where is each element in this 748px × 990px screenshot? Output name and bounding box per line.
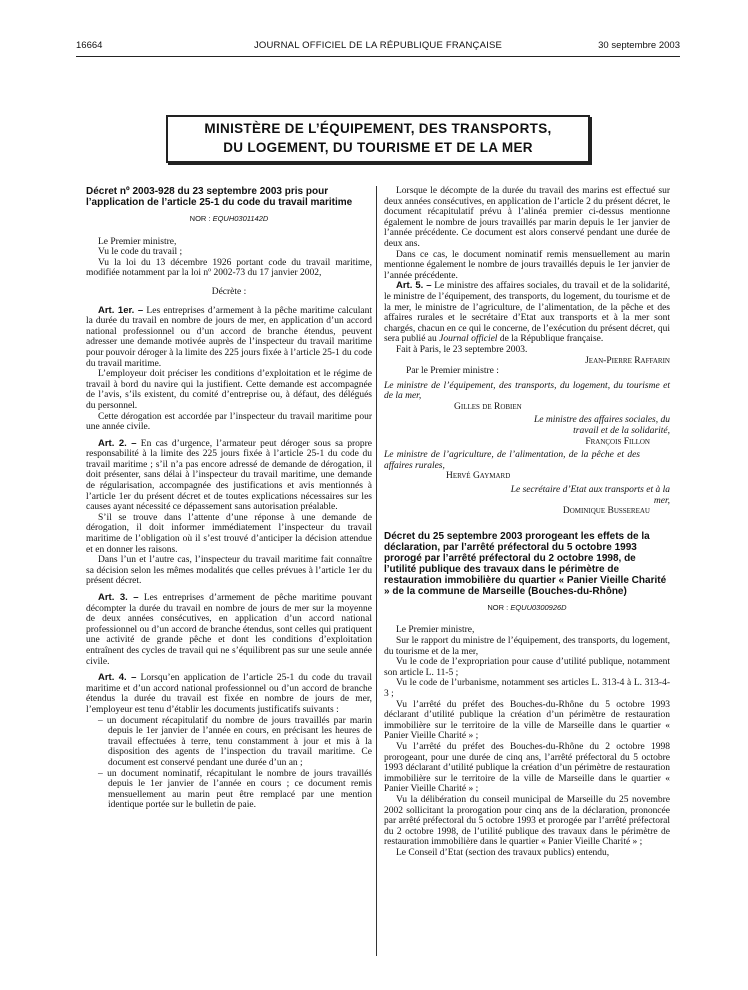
signature-social-name: François Fillon <box>585 436 650 447</box>
article-4-para-3: Dans ce cas, le document nominatif remis mensuellement au marin mentionne également le nombre de jours travaillés depuis le 1er janvier de l’année précédente. <box>384 249 670 281</box>
signature-equip-title: Le ministre de l’équipement, des transports, du logement, du tourisme et de la mer, <box>384 380 670 402</box>
decree1-nor: NOR : EQUH0301142D <box>189 214 269 223</box>
signature-equip-name: Gilles de Robien <box>454 401 522 412</box>
decree1-preamble-3: Vu la loi du 13 décembre 1926 portant code du travail maritime, modifiée notamment par la loi nº 2002-73 du 17 janvier 2002, <box>86 257 372 279</box>
right-column <box>384 186 670 858</box>
signature-pm: Jean-Pierre Raffarin <box>585 355 670 366</box>
decree2-para-8: Le Conseil d’Etat (section des travaux publics) entendu, <box>396 847 610 858</box>
signature-pm-by: Par le Premier ministre : <box>406 366 499 377</box>
article-2-para-2: S’il se trouve dans l’attente d’une réponse à une demande de dérogation, il doit informer immédiatement l’inspecteur du travail maritime de l’obligation où il s’est trouvé d’anticiper la décision attendue et en donner les raisons. <box>86 512 372 555</box>
column-separator <box>376 186 377 956</box>
ministry-heading-line2: DU LOGEMENT, DU TOURISME ET DE LA MER <box>223 140 533 155</box>
decree2-para-2: Sur le rapport du ministre de l’équipement, des transports, du logement, du tourisme et de la mer, <box>384 636 670 657</box>
header-rule <box>76 56 680 57</box>
article-1-para-3: Cette dérogation est accordée par l’inspecteur du travail maritime pour une année civile. <box>86 411 372 433</box>
article-1-label: Art. 1er. – <box>98 304 144 316</box>
decree1-preamble-1: Le Premier ministre, <box>98 236 177 247</box>
article-2-label: Art. 2. – <box>98 437 137 449</box>
page-number: 16664 <box>76 40 103 51</box>
article-3: Art. 3. – Les entreprises d’armement de pêche maritime pouvant décompter la durée du travail en nombre de jours de mer sur la moyenne de deux années consécutives, en application d’un accord national professionnel ou d’un accord de branche étendus, sont celles qui pratiquent une activité de grande pêche et dont les conditions d’exploitation entraînent des cycles de travail qui ne s’équilibrent pas sur une seule année civile. <box>86 592 372 667</box>
decree1-done: Fait à Paris, le 23 septembre 2003. <box>396 344 528 355</box>
decree2-nor: NOR : EQUU0300926D <box>487 602 567 612</box>
article-2-para-3: Dans l’un et l’autre cas, l’inspecteur du travail maritime fait connaître sa décision selon les mêmes modalités que celles prévues à l’article 1er du présent décret. <box>86 555 372 587</box>
article-1: Art. 1er. – Les entreprises d’armement à la pêche maritime calculant la durée du travail en nombre de jours de mer, en application d’un accord national professionnel ou d’un accord de branche étendus, peuvent adresser une demande motivée auprès de l’inspecteur du travail maritime pour pouvoir déroger à la limite des 225 jours fixée à l’article 25-1 du code du travail maritime. <box>86 304 373 369</box>
publication-date: 30 septembre 2003 <box>598 40 680 51</box>
article-4-item-1: – un document récapitulatif du nombre de jours travaillés par marin depuis le 1er janvier de l’année en cours, en précisant les heures de travail effectuées à terre, tenu constamment à jour et mis à la disposition des agents de l’inspection du travail maritime. Ce document est conservé pendant une durée d’un an ; <box>98 715 372 768</box>
signature-sec-name: Dominique Bussereau <box>562 506 650 517</box>
article-1-para-2: L’employeur doit préciser les conditions d’exploitation et le régime de travail à bord du navire qui la justifient. Cette demande est accompagnée de l’avis, s’ils existent, du comité d’entreprise ou, à défaut, des délégués du personnel. <box>86 369 372 411</box>
ministry-heading-line1: MINISTÈRE DE L’ÉQUIPEMENT, DES TRANSPORTS, <box>204 121 552 136</box>
decree2-title: Décret du 25 septembre 2003 prorogeant les effets de la déclaration, par l’arrêté préfectoral du 5 octobre 1993 prorogé par l’arrêté préfectoral du 2 octobre 1998, de l’utilité publique des travaux dans le périmètre de restauration immobilière du quartier « Panier Vieille Charité » de la commune de Marseille (Bouches-du-Rhône) <box>384 530 667 597</box>
signature-agri-name: Hervé Gaymard <box>446 471 511 482</box>
signature-social-title: Le ministre des affaires sociales, du travail et de la solidarité, <box>534 415 670 437</box>
decree1-title: Décret nº 2003-928 du 23 septembre 2003 pris pour l’application de l’article 25-1 du code du travail maritime <box>86 186 353 208</box>
decree2-nor-code: EQUU0300926D <box>510 602 567 612</box>
decree2-para-7: Vu la délibération du conseil municipal de Marseille du 25 novembre 2002 sollicitant la prorogation pour cinq ans de la déclaration, prononcée par arrêté préfectoral du 5 octobre 1993 et prorogée par l’arrêté préfectoral du 2 octobre 1998, de l’utilité publique des travaux dans le périmètre de restauration immobilière dans le quartier « Panier Vieille Charité » ; <box>384 794 670 848</box>
article-3-label: Art. 3. – <box>98 592 139 603</box>
ministry-heading-box <box>166 115 590 163</box>
decree1-preamble-2: Vu le code du travail ; <box>98 247 183 258</box>
journal-title: JOURNAL OFFICIEL DE LA RÉPUBLIQUE FRANÇAISE <box>253 40 503 51</box>
decree1-nor-code: EQUH0301142D <box>212 214 269 223</box>
journal-officiel-ref: Journal officiel <box>439 334 498 345</box>
decree2-para-3: Vu le code de l’expropriation pour cause d’utilité publique, notamment son article L. 11-5 ; <box>384 657 670 678</box>
decree2-para-5: Vu l’arrêté du préfet des Bouches-du-Rhône du 5 octobre 1993 déclarant d’utilité publique la création d’un périmètre de restauration immobilière sur le territoire de la ville de Marseille dans le quartier « Panier Vieille Charité » ; <box>384 699 670 742</box>
article-2: Art. 2. – En cas d’urgence, l’armateur peut déroger sous sa propre responsabilité à la limite des 225 jours fixée à l’article 25-1 du code du travail maritime ; s’il n’a pas encore adressé de demande de dérogation, il doit présenter, sans délai à l’inspecteur du travail maritime, une demande de régularisation, accompagnée des justifications et avis mentionnés à l’article 1er du présent décret et de toutes explications nécessaires sur les causes ayant nécessité ce dépassement sans autorisation préalable. <box>86 437 372 513</box>
decree2-para-4: Vu le code de l’urbanisme, notamment ses articles L. 313-4 à L. 313-4-3 ; <box>384 678 670 699</box>
page-header <box>76 40 680 54</box>
article-5-label: Art. 5. – <box>396 280 432 292</box>
decree2-para-6: Vu l’arrêté du préfet des Bouches-du-Rhône du 2 octobre 1998 prorogeant, pour une durée de cinq ans, l’arrêté préfectoral du 5 octobre 1993 déclarant d’utilité publique la création d’un périmètre de restauration immobilière sur le territoire de la ville de Marseille dans le quartier « Panier Vieille Charité » ; <box>384 741 670 795</box>
signature-sec-title: Le secrétaire d’Etat aux transports et à la mer, <box>510 485 670 506</box>
decree2-para-1: Le Premier ministre, <box>396 625 475 636</box>
article-4: Art. 4. – Lorsqu’en application de l’article 25-1 du code du travail maritime et d’un accord national professionnel ou d’un accord de branche étendus la durée du travail est fixée en nombre de jours de mer, l’employeur est tenu d’établir les documents justificatifs suivants : <box>86 672 372 715</box>
article-5: Art. 5. – Le ministre des affaires sociales, du travail et de la solidarité, le ministre de l’équipement, des transports, du logement, du tourisme et de la mer, le ministre de l’agriculture, de l’alimentation, de la pêche et des affaires rurales et le secrétaire d’Etat aux transports et à la mer sont chargés, chacun en ce qui le concerne, de l’exécution du présent décret, qui sera publié au Journal officiel de la République française. <box>384 280 671 345</box>
left-column <box>86 186 372 811</box>
article-4-para-2: Lorsque le décompte de la durée du travail des marins est effectué sur deux années consécutives, en application de l’article 2 du présent décret, le document récapitulatif prévu à l’alinéa premier ci-dessus mentionne également le nombre de jours travaillés par marin depuis le 1er janvier de l’année précédente. Ce document est alors conservé pendant une durée de deux ans. <box>384 186 670 249</box>
article-4-label: Art. 4. – <box>98 672 137 684</box>
decree1-decrete: Décrète : <box>211 286 247 297</box>
signature-agri-title: Le ministre de l’agriculture, de l’alimentation, de la pêche et des affaires rurales, <box>384 450 640 471</box>
article-4-item-2: – un document nominatif, récapitulant le nombre de jours travaillés depuis le 1er janvier de l’année en cours ; ce document remis mensuellement au marin peut être remplacé par une mention identique portée sur le bulletin de paie. <box>98 768 372 811</box>
